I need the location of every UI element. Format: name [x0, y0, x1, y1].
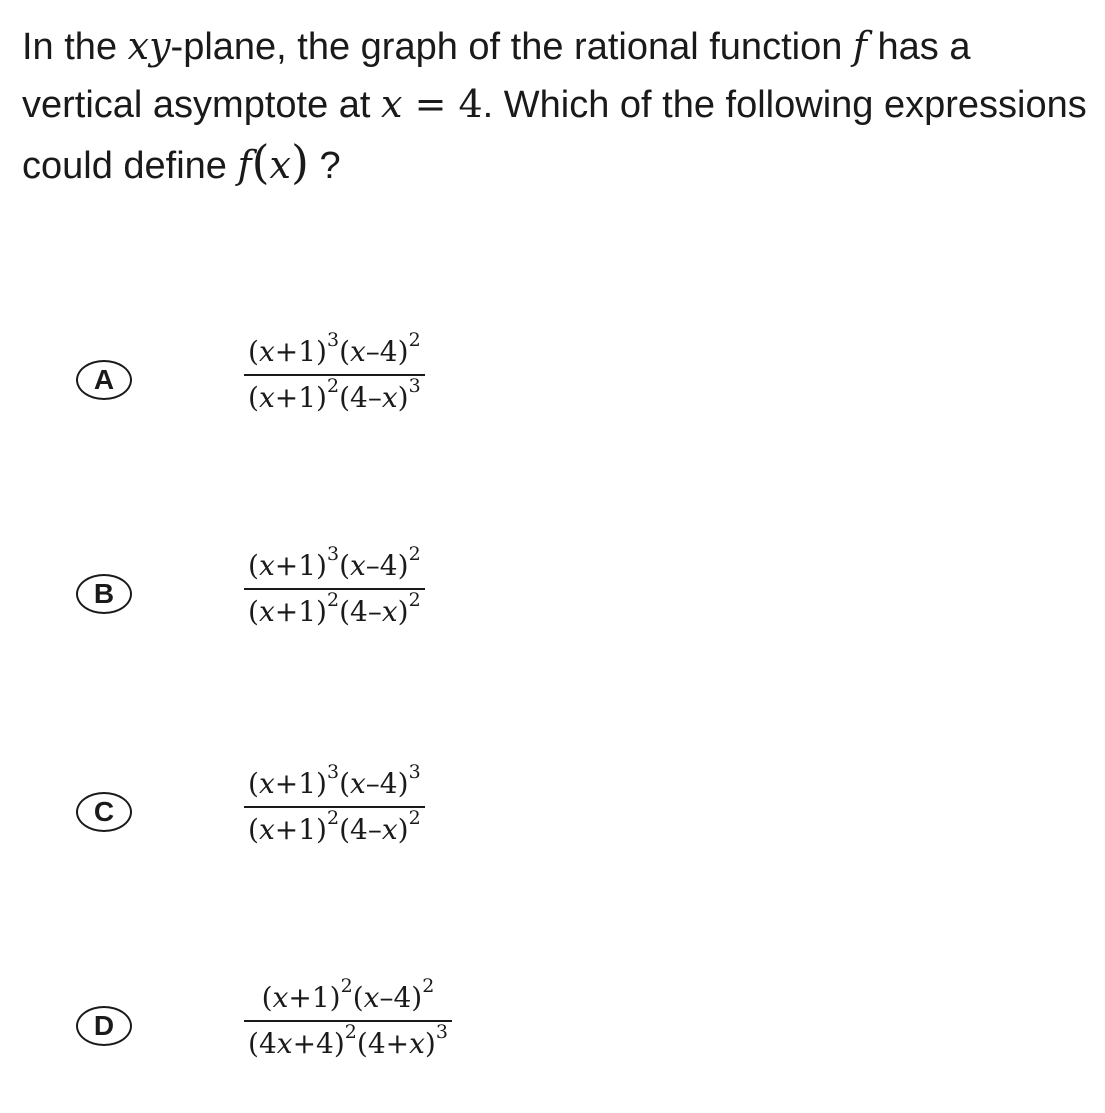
choice-letter-a-icon[interactable]: A	[76, 360, 132, 400]
question-part: ?	[308, 145, 341, 187]
question-text	[22, 18, 1092, 195]
factor: (x+1)	[248, 767, 327, 800]
exponent: 3	[408, 375, 421, 397]
factor: (x–4)	[339, 549, 409, 582]
choice-b[interactable]	[0, 534, 1105, 654]
choice-letter-c-icon[interactable]: C	[76, 792, 132, 832]
factor: (x+1)	[261, 981, 341, 1014]
factor: (4+x)	[356, 1027, 436, 1060]
exponent: 3	[435, 1021, 448, 1043]
math-paren-open: (	[251, 135, 270, 189]
exponent: 2	[408, 543, 421, 565]
exponent: 2	[408, 329, 421, 351]
factor: (x+1)	[248, 549, 327, 582]
question-part: -plane, the graph of the rational function	[170, 26, 853, 68]
exponent: 3	[408, 761, 421, 783]
factor: (x+1)	[248, 335, 327, 368]
factor: (x+1)	[248, 813, 327, 846]
math-x: x	[381, 82, 403, 126]
factor: (x+1)	[248, 595, 327, 628]
math-xy: xy	[127, 24, 171, 68]
exponent: 2	[340, 975, 353, 997]
numerator	[244, 762, 425, 806]
factor: (x+1)	[248, 381, 327, 414]
choice-b-fraction	[244, 544, 425, 634]
factor: (4–x)	[339, 813, 409, 846]
choice-c-fraction	[244, 762, 425, 852]
choice-c[interactable]	[0, 752, 1105, 872]
exponent: 3	[326, 329, 340, 351]
denominator	[244, 590, 425, 634]
denominator	[244, 1022, 452, 1066]
question-part: . Which of the following expressions could define	[22, 84, 1087, 187]
factor: (4–x)	[339, 595, 409, 628]
numerator	[244, 976, 452, 1020]
factor: (x–4)	[339, 767, 409, 800]
exponent: 2	[422, 975, 435, 997]
denominator	[244, 376, 425, 420]
choice-letter-d-icon[interactable]: D	[76, 1006, 132, 1046]
math-equals-4: = 4	[402, 82, 483, 126]
exponent: 3	[326, 543, 340, 565]
choice-d-fraction	[244, 976, 452, 1066]
question-part: In the	[22, 26, 128, 68]
math-f: f	[852, 24, 867, 68]
exponent: 2	[326, 807, 340, 829]
choice-d[interactable]	[0, 972, 1105, 1092]
math-f-of-x-x: x	[269, 143, 291, 187]
denominator	[244, 808, 425, 852]
choice-a-fraction	[244, 330, 425, 420]
math-paren-close: )	[290, 135, 309, 189]
factor: (4–x)	[339, 381, 409, 414]
factor: (x–4)	[352, 981, 423, 1014]
factor: (4x+4)	[248, 1027, 345, 1060]
choice-a[interactable]	[0, 318, 1105, 438]
exponent: 2	[326, 375, 340, 397]
exponent: 2	[344, 1021, 357, 1043]
exponent: 2	[408, 589, 421, 611]
exponent: 2	[408, 807, 421, 829]
question-part: has a vertical asymptote at	[22, 26, 971, 126]
numerator	[244, 330, 425, 374]
factor: (x–4)	[339, 335, 409, 368]
choice-letter-b-icon[interactable]: B	[76, 574, 132, 614]
numerator	[244, 544, 425, 588]
exponent: 3	[326, 761, 340, 783]
math-f-of-x-f: f	[237, 143, 252, 187]
exponent: 2	[326, 589, 340, 611]
